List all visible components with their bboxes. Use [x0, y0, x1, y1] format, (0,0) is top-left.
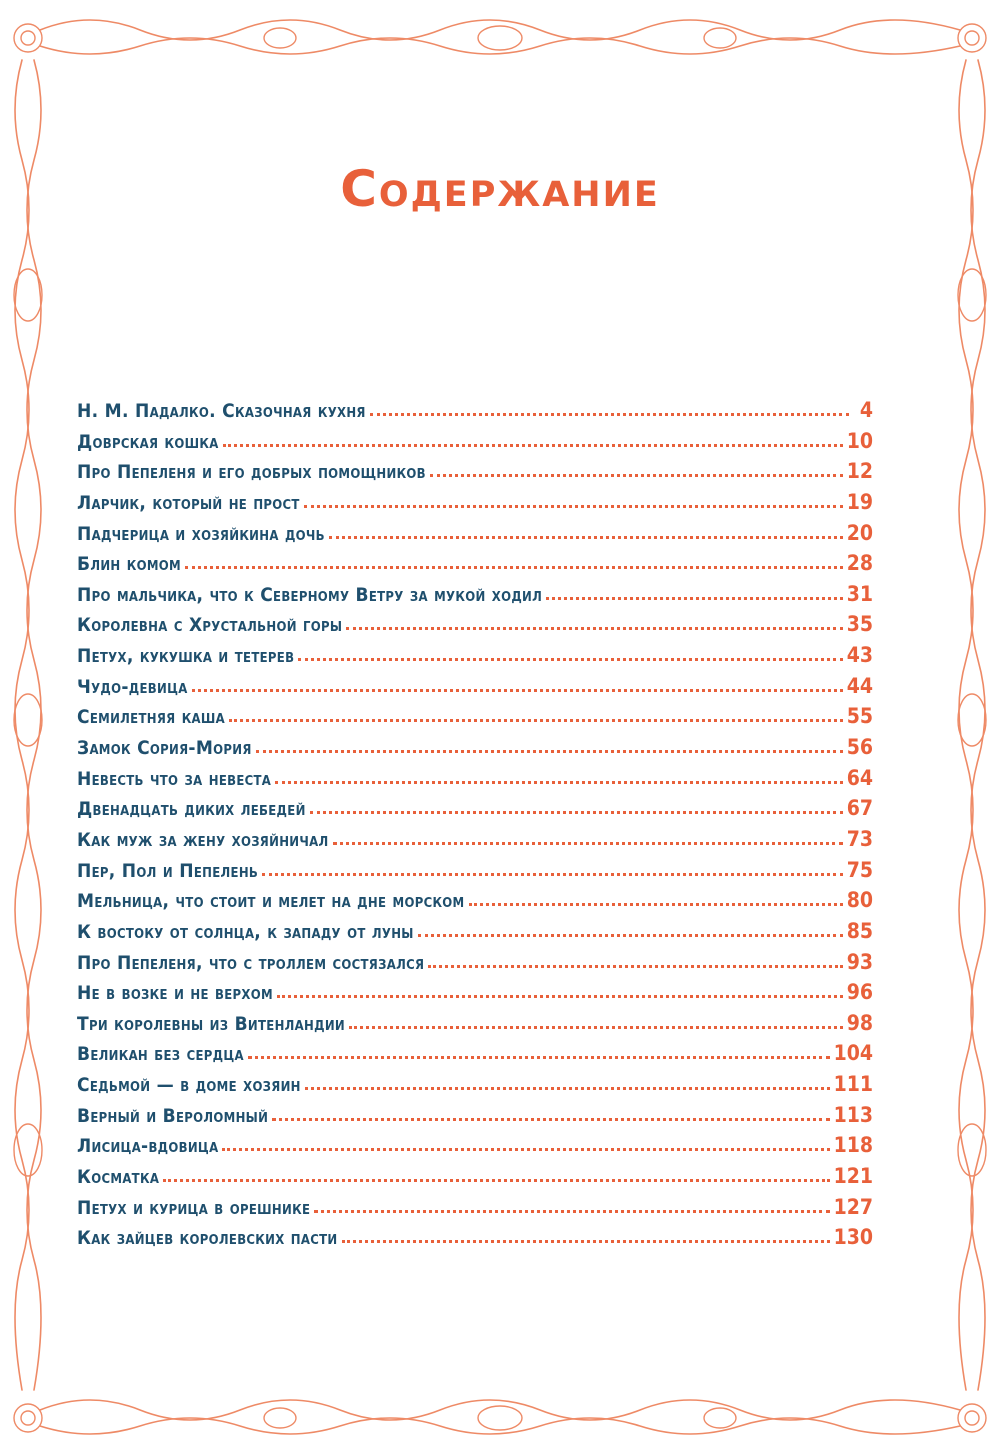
- toc-entry: [77, 1195, 873, 1226]
- dot-leader: [314, 1206, 829, 1213]
- dot-leader: [469, 899, 843, 906]
- dot-leader: [256, 746, 843, 753]
- toc-entry-page: 56: [846, 735, 873, 760]
- dot-leader: [430, 470, 843, 477]
- toc-entry-title: Замок Сория-Мория: [77, 737, 252, 760]
- dot-leader: [333, 838, 843, 845]
- toc-entry-title: Три королевны из Витенландии: [77, 1012, 346, 1035]
- toc-entry-page: 80: [846, 888, 873, 913]
- toc-entry-title: Про Пепеленя и его добрых помощников: [77, 461, 426, 484]
- toc-entry-page: 93: [846, 949, 873, 974]
- toc-entry-title: Доврская кошка: [77, 430, 219, 453]
- toc-entry-title: Двенадцать диких лебедей: [77, 798, 306, 821]
- toc-entry-title: Косматка: [77, 1166, 160, 1189]
- toc-entry-title: Падчерица и хозяйкина дочь: [77, 522, 325, 545]
- toc-entry-title: Не в возке и не верхом: [77, 982, 273, 1005]
- toc-entry: [77, 521, 873, 552]
- toc-entry-title: Королевна с Хрустальной горы: [77, 614, 343, 637]
- toc-entry: [77, 1225, 873, 1256]
- toc-entry-title: Как муж за жену хозяйничал: [77, 828, 329, 851]
- dot-leader: [248, 1052, 830, 1059]
- toc-entry-page: 55: [846, 704, 873, 729]
- toc-entry: [77, 1164, 873, 1195]
- toc-entry: [77, 674, 873, 705]
- toc-entry-title: Верный и Вероломный: [77, 1104, 269, 1127]
- toc-entry: [77, 1011, 873, 1042]
- page-title: Содержание: [340, 160, 660, 218]
- toc-entry-page: 10: [846, 428, 873, 453]
- toc-entry-title: Про Пепеленя, что с троллем состязался: [77, 951, 425, 974]
- toc-entry-page: 118: [833, 1133, 873, 1158]
- toc-entry-page: 121: [833, 1164, 873, 1189]
- toc-entry-page: 28: [846, 551, 873, 576]
- toc-entry-title: Лисица-вдовица: [77, 1135, 219, 1158]
- dot-leader: [418, 930, 843, 937]
- toc-entry-page: 113: [833, 1102, 873, 1127]
- toc-entry-title: Чудо-девица: [77, 675, 188, 698]
- toc-entry-page: 67: [846, 796, 873, 821]
- toc-entry-page: 31: [846, 581, 873, 606]
- toc-entry: [77, 704, 873, 735]
- toc-entry: [77, 490, 873, 521]
- toc-entry-page: 73: [846, 826, 873, 851]
- dot-leader: [229, 715, 843, 722]
- dot-leader: [346, 623, 842, 630]
- toc-entry-page: 64: [846, 765, 873, 790]
- toc-entry-page: 75: [846, 857, 873, 882]
- toc-entry: [77, 796, 873, 827]
- toc-entry-title: Семилетняя каша: [77, 706, 226, 729]
- toc-entry-title: Блин комом: [77, 553, 181, 576]
- toc-entry: [77, 950, 873, 981]
- toc-entry-page: 35: [846, 612, 873, 637]
- toc-entry-title: Невесть что за невеста: [77, 767, 272, 790]
- toc-entry-title: Ларчик, который не прост: [77, 491, 300, 514]
- toc-entry-page: 19: [846, 489, 873, 514]
- toc-entry: [77, 980, 873, 1011]
- toc-entry-title: Великан без сердца: [77, 1043, 244, 1066]
- toc-entry-page: 130: [833, 1225, 873, 1250]
- dot-leader: [370, 409, 849, 416]
- dot-leader: [298, 654, 842, 661]
- toc-entry: [77, 643, 873, 674]
- toc-entry-page: 85: [846, 918, 873, 943]
- toc-entry-title: Петух и курица в орешнике: [77, 1196, 311, 1219]
- toc-entry-page: 96: [846, 980, 873, 1005]
- toc-entry: [77, 1041, 873, 1072]
- toc-entry-page: 127: [833, 1194, 873, 1219]
- dot-leader: [428, 961, 842, 968]
- toc-entry-title: Петух, кукушка и тетерев: [77, 645, 295, 668]
- dot-leader: [342, 1236, 830, 1243]
- dot-leader: [223, 440, 843, 447]
- dot-leader: [163, 1175, 829, 1182]
- toc-entry: [77, 735, 873, 766]
- dot-leader: [310, 807, 843, 814]
- dot-leader: [329, 532, 843, 539]
- toc-entry-title: Как зайцев королевских пасти: [77, 1227, 338, 1250]
- toc-entry-page: 44: [846, 673, 873, 698]
- toc-entry: [77, 766, 873, 797]
- toc-entry-title: Седьмой — в доме хозяин: [77, 1074, 301, 1097]
- dot-leader: [304, 501, 843, 508]
- toc-entry: [77, 612, 873, 643]
- toc-entry: [77, 827, 873, 858]
- dot-leader: [185, 562, 843, 569]
- toc-entry-title: К востоку от солнца, к западу от луны: [77, 920, 414, 943]
- toc-entry-page: 43: [846, 643, 873, 668]
- dot-leader: [349, 1022, 843, 1029]
- toc-entry: [77, 888, 873, 919]
- toc-entry-title: Пер, Пол и Пепелень: [77, 859, 259, 882]
- toc-entry: [77, 1103, 873, 1134]
- dot-leader: [546, 593, 843, 600]
- toc-entry-page: 98: [846, 1010, 873, 1035]
- toc-entry-page: 4: [859, 398, 873, 422]
- toc-entry-title: Про мальчика, что к Северному Ветру за мукой ходил: [77, 583, 543, 606]
- toc-entry: [77, 1133, 873, 1164]
- toc-entry-page: 20: [846, 520, 873, 545]
- toc-entry-page: 104: [833, 1041, 873, 1066]
- dot-leader: [192, 685, 843, 692]
- dot-leader: [305, 1083, 830, 1090]
- dot-leader: [275, 777, 843, 784]
- toc-entry-title: Мельница, что стоит и мелет на дне морском: [77, 890, 465, 913]
- toc-entry-title: Н. М. Падалко. Сказочная кухня: [77, 400, 366, 422]
- table-of-contents: [77, 398, 873, 1256]
- toc-entry: [77, 398, 873, 429]
- toc-entry: [77, 858, 873, 889]
- dot-leader: [272, 1114, 829, 1121]
- toc-entry: [77, 1072, 873, 1103]
- dot-leader: [277, 991, 843, 998]
- toc-entry-page: 111: [833, 1072, 873, 1097]
- dot-leader: [262, 869, 843, 876]
- toc-entry: [77, 582, 873, 613]
- toc-entry: [77, 459, 873, 490]
- toc-entry-page: 12: [846, 459, 873, 484]
- toc-entry: [77, 919, 873, 950]
- dot-leader: [222, 1144, 829, 1151]
- toc-entry: [77, 551, 873, 582]
- toc-entry: [77, 429, 873, 460]
